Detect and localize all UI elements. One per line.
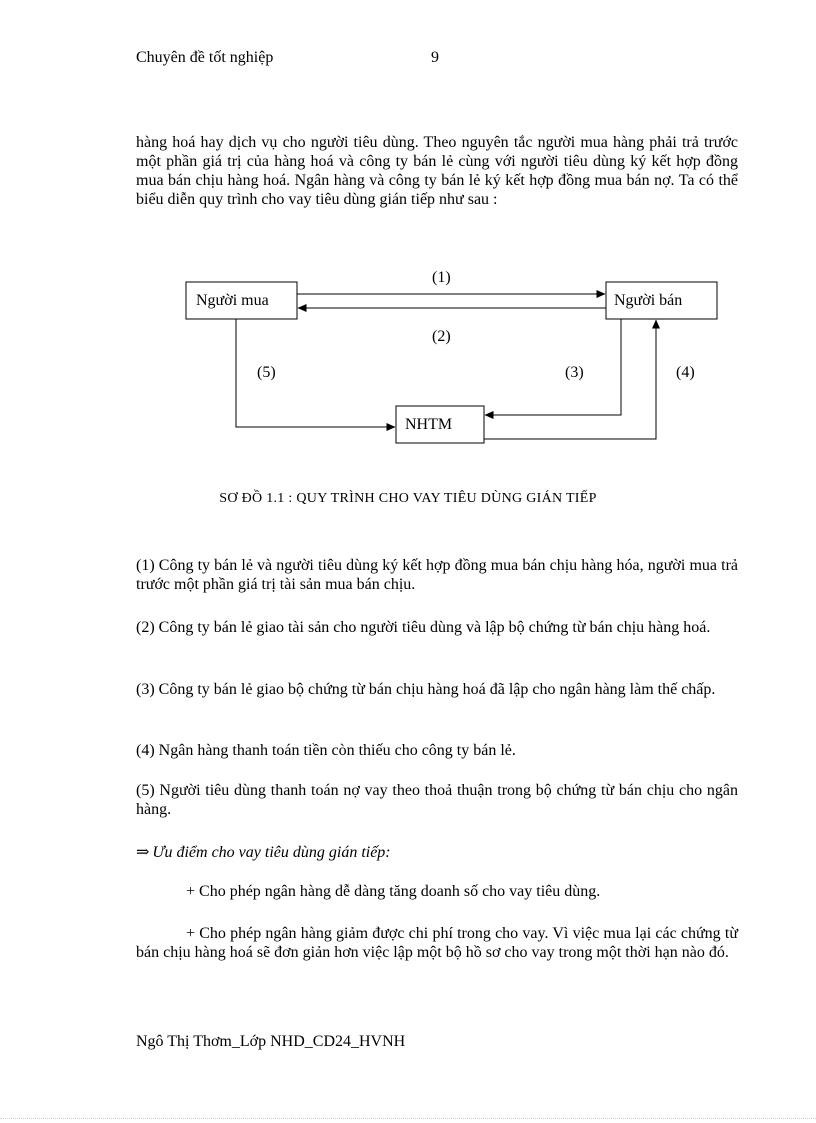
- step-5: (5) Người tiêu dùng thanh toán nợ vay theo thoả thuận trong bộ chứng từ bán chịu cho ngân hàng.: [136, 782, 738, 818]
- benefit-item-2: + Cho phép ngân hàng giảm được chi phí trong cho vay. Vì việc mua lại các chứng từ bán chịu hàng hoá sẽ đơn giản hơn việc lập một bộ hồ sơ cho vay trong một thời hạn nào đó.: [136, 925, 738, 961]
- arrow-3: [485, 319, 621, 415]
- header-title: Chuyên đề tốt nghiệp: [136, 49, 274, 66]
- diagram-caption: SƠ ĐỒ 1.1 : QUY TRÌNH CHO VAY TIÊU DÙNG GIÁN TIẾP: [219, 491, 597, 506]
- label-4: (4): [676, 364, 695, 381]
- footer-author: Ngô Thị Thơm_Lớp NHD_CD24_HVNH: [136, 1033, 406, 1050]
- implies-arrow-icon: ⇒: [136, 844, 150, 861]
- page-bottom-divider: [0, 1118, 816, 1119]
- step-2: (2) Công ty bán lẻ giao tài sản cho người tiêu dùng và lập bộ chứng từ bán chịu hàng hoá.: [136, 619, 711, 636]
- intro-paragraph: hàng hoá hay dịch vụ cho người tiêu dùng. Theo nguyên tắc người mua hàng phải trả trước một phần giá trị của hàng hoá và công ty bán lẻ cùng với người tiêu dùng ký kết hợp đồng mua bán chịu hàng hoá. Ngân hàng và công ty bán lẻ ký kết hợp đồng mua bán nợ. Ta có thể biểu diễn quy trình cho vay tiêu dùng gián tiếp như sau :: [136, 134, 738, 208]
- step-4: (4) Ngân hàng thanh toán tiền còn thiếu cho công ty bán lẻ.: [136, 742, 516, 759]
- page-number: 9: [431, 49, 439, 66]
- step-3: (3) Công ty bán lẻ giao bộ chứng từ bán chịu hàng hoá đã lập cho ngân hàng làm thế chấp.: [136, 681, 716, 698]
- benefits-heading-text: Ưu điểm cho vay tiêu dùng gián tiếp:: [152, 844, 391, 861]
- benefit-item-1: + Cho phép ngân hàng dễ dàng tăng doanh số cho vay tiêu dùng.: [186, 883, 601, 900]
- label-1: (1): [432, 269, 451, 286]
- label-3: (3): [565, 364, 584, 381]
- label-5: (5): [257, 364, 276, 381]
- seller-label: Người bán: [614, 292, 683, 309]
- bank-label: NHTM: [405, 416, 453, 433]
- step-1: (1) Công ty bán lẻ và người tiêu dùng ký kết hợp đồng mua bán chịu hàng hóa, người mua trả trước một phần giá trị tài sản mua bán chịu.: [136, 557, 738, 593]
- process-diagram: [0, 255, 816, 455]
- label-2: (2): [432, 328, 451, 345]
- buyer-label: Người mua: [196, 292, 269, 309]
- benefits-heading: [136, 842, 391, 862]
